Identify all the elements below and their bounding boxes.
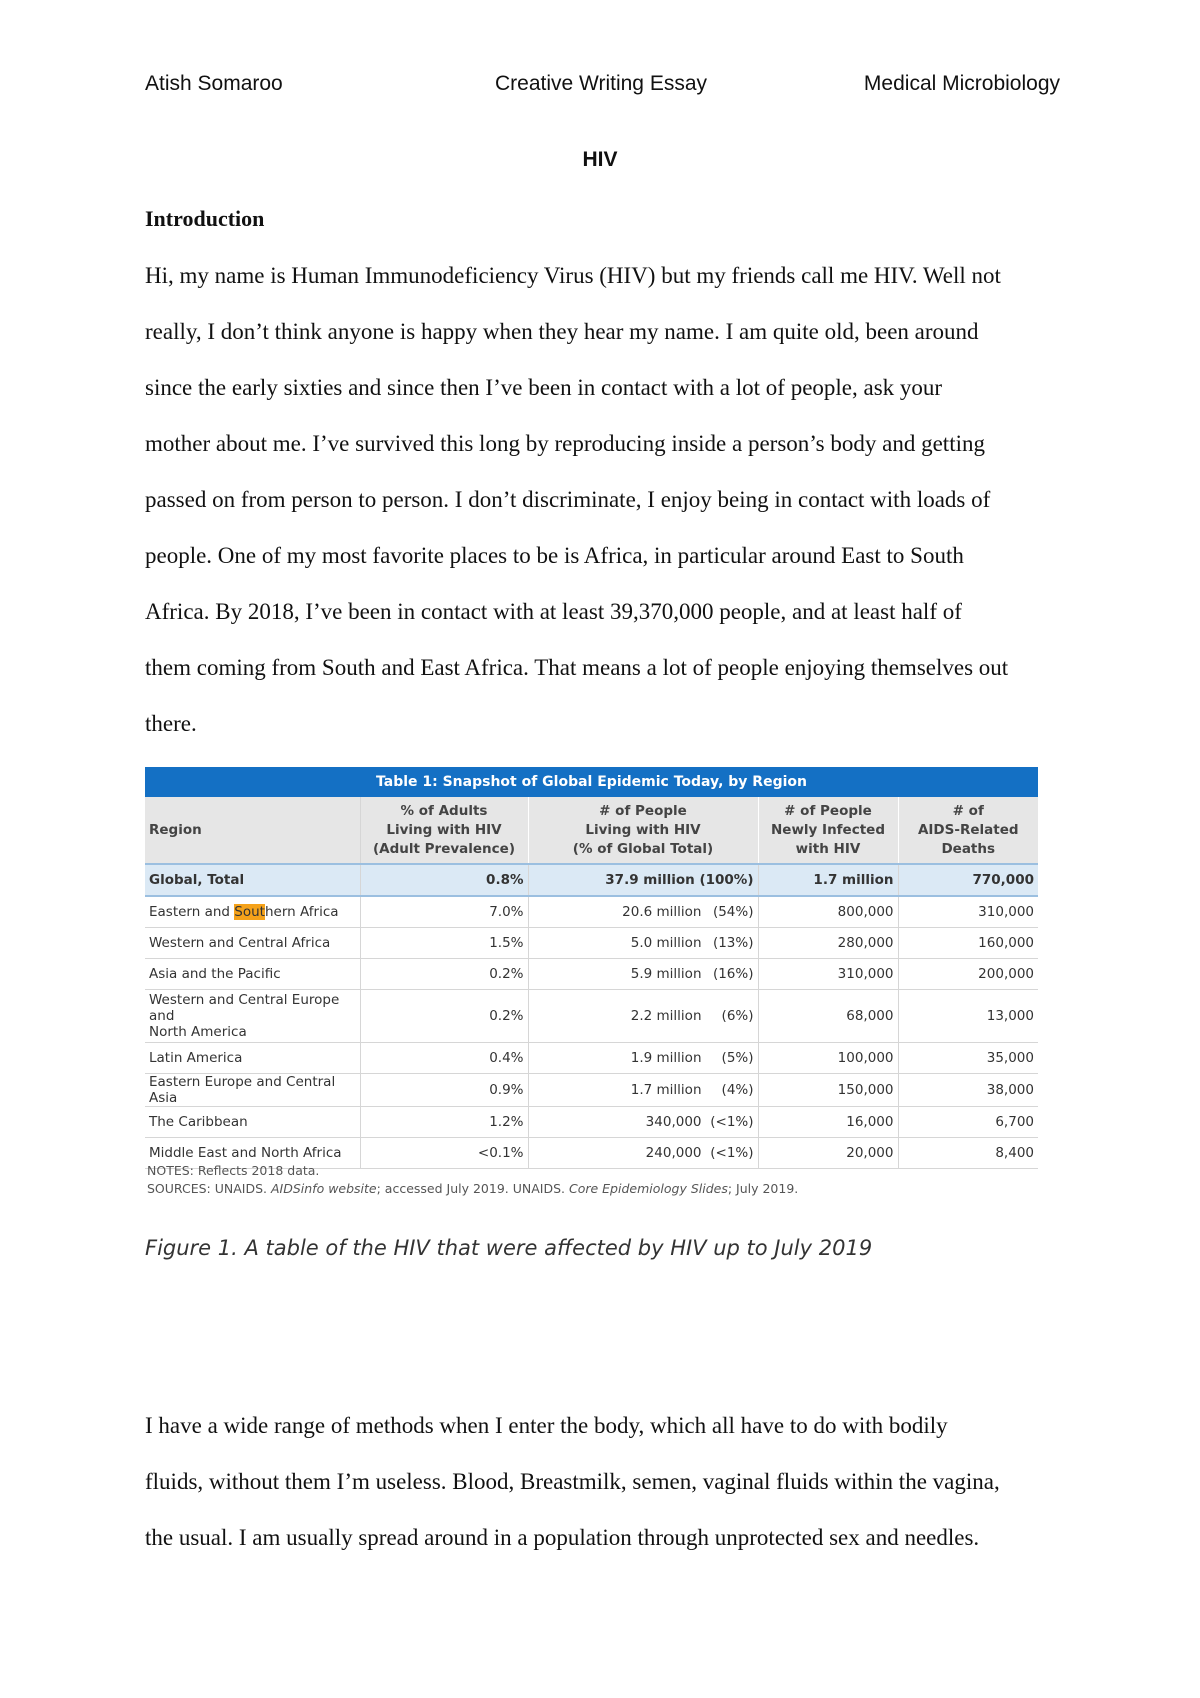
paragraph-line: the usual. I am usually spread around in a population through unprotected sex and needles. bbox=[145, 1525, 980, 1550]
region-cell: The Caribbean bbox=[145, 1107, 360, 1138]
prevalence-cell: 0.2% bbox=[360, 959, 528, 990]
header-prevalence: % of Adults Living with HIV (Adult Prevalence) bbox=[360, 797, 528, 864]
page-header bbox=[145, 72, 1060, 102]
new-cell: 150,000 bbox=[758, 1074, 898, 1107]
living-cell: 5.0 million (13%) bbox=[528, 928, 758, 959]
table-notes bbox=[147, 1162, 798, 1198]
header-region: Region bbox=[145, 797, 360, 864]
region-cell: Eastern and Southern Africa bbox=[145, 896, 360, 928]
deaths-cell: 770,000 bbox=[898, 864, 1038, 896]
paragraph-line: there. bbox=[145, 711, 197, 736]
paragraph-line: I have a wide range of methods when I enter the body, which all have to do with bodily bbox=[145, 1413, 948, 1438]
deaths-cell: 38,000 bbox=[898, 1074, 1038, 1107]
paragraph-line: Hi, my name is Human Immunodeficiency Virus (HIV) but my friends call me HIV. Well not bbox=[145, 263, 1001, 288]
deaths-cell: 6,700 bbox=[898, 1107, 1038, 1138]
table-row bbox=[145, 1107, 1038, 1138]
deaths-cell: 200,000 bbox=[898, 959, 1038, 990]
paragraph-line: really, I don’t think anyone is happy when they hear my name. I am quite old, been around bbox=[145, 319, 979, 344]
table-caption: Table 1: Snapshot of Global Epidemic Today, by Region bbox=[145, 767, 1038, 797]
new-cell: 310,000 bbox=[758, 959, 898, 990]
table-row bbox=[145, 896, 1038, 928]
hiv-region-table-image bbox=[145, 767, 1038, 1169]
header-deaths: # of AIDS-Related Deaths bbox=[898, 797, 1038, 864]
intro-paragraph bbox=[145, 248, 1065, 752]
prevalence-cell: 7.0% bbox=[360, 896, 528, 928]
transmission-paragraph bbox=[145, 1398, 1065, 1566]
region-cell: Global, Total bbox=[145, 864, 360, 896]
deaths-cell: 35,000 bbox=[898, 1043, 1038, 1074]
course-name: Creative Writing Essay bbox=[495, 72, 708, 95]
living-cell: 37.9 million (100%) bbox=[528, 864, 758, 896]
table-row bbox=[145, 928, 1038, 959]
notes-line: NOTES: Reflects 2018 data. bbox=[147, 1163, 320, 1178]
document-title: HIV bbox=[582, 148, 618, 171]
deaths-cell: 8,400 bbox=[898, 1138, 1038, 1169]
table-header-row bbox=[145, 797, 1038, 864]
paragraph-line: Africa. By 2018, I’ve been in contact with at least 39,370,000 people, and at least half of bbox=[145, 599, 962, 624]
region-cell: Eastern Europe and Central Asia bbox=[145, 1074, 360, 1107]
table-row bbox=[145, 959, 1038, 990]
new-cell: 68,000 bbox=[758, 990, 898, 1043]
prevalence-cell: 0.4% bbox=[360, 1043, 528, 1074]
paragraph-line: passed on from person to person. I don’t discriminate, I enjoy being in contact with loads of bbox=[145, 487, 991, 512]
region-cell: Asia and the Pacific bbox=[145, 959, 360, 990]
new-cell: 800,000 bbox=[758, 896, 898, 928]
region-cell: Latin America bbox=[145, 1043, 360, 1074]
sources-line: SOURCES: UNAIDS. AIDSinfo website; accessed July 2019. UNAIDS. Core Epidemiology Slides; July 2019. bbox=[147, 1181, 799, 1196]
paragraph-line: since the early sixties and since then I’ve been in contact with a lot of people, ask your bbox=[145, 375, 943, 400]
prevalence-cell: 0.8% bbox=[360, 864, 528, 896]
living-cell: 5.9 million (16%) bbox=[528, 959, 758, 990]
prevalence-cell: 1.5% bbox=[360, 928, 528, 959]
header-living: # of People Living with HIV (% of Global Total) bbox=[528, 797, 758, 864]
deaths-cell: 13,000 bbox=[898, 990, 1038, 1043]
author-name: Atish Somaroo bbox=[145, 72, 283, 95]
section-heading: Introduction bbox=[145, 206, 265, 231]
prevalence-cell: 0.2% bbox=[360, 990, 528, 1043]
new-cell: 100,000 bbox=[758, 1043, 898, 1074]
living-cell: 240,000 (<1%) bbox=[528, 1138, 758, 1169]
table-row bbox=[145, 1074, 1038, 1107]
living-cell: 1.7 million (4%) bbox=[528, 1074, 758, 1107]
paragraph-line: fluids, without them I’m useless. Blood, Breastmilk, semen, vaginal fluids within the vagina, bbox=[145, 1469, 1000, 1494]
paragraph-line: them coming from South and East Africa. That means a lot of people enjoying themselves out bbox=[145, 655, 1009, 680]
living-cell: 20.6 million (54%) bbox=[528, 896, 758, 928]
header-new-infections: # of People Newly Infected with HIV bbox=[758, 797, 898, 864]
table-row bbox=[145, 990, 1038, 1043]
search-highlight: Sout bbox=[234, 904, 265, 920]
table-row-global bbox=[145, 864, 1038, 896]
figure-caption: Figure 1. A table of the HIV that were affected by HIV up to July 2019 bbox=[145, 1236, 873, 1260]
new-cell: 1.7 million bbox=[758, 864, 898, 896]
new-cell: 280,000 bbox=[758, 928, 898, 959]
paragraph-line: mother about me. I’ve survived this long by reproducing inside a person’s body and getting bbox=[145, 431, 985, 456]
prevalence-cell: 1.2% bbox=[360, 1107, 528, 1138]
living-cell: 2.2 million (6%) bbox=[528, 990, 758, 1043]
new-cell: 16,000 bbox=[758, 1107, 898, 1138]
living-cell: 340,000 (<1%) bbox=[528, 1107, 758, 1138]
region-cell: Middle East and North Africa bbox=[145, 1138, 360, 1169]
living-cell: 1.9 million (5%) bbox=[528, 1043, 758, 1074]
new-cell: 20,000 bbox=[758, 1138, 898, 1169]
prevalence-cell: <0.1% bbox=[360, 1138, 528, 1169]
hiv-region-table bbox=[145, 767, 1038, 1169]
subject-name: Medical Microbiology bbox=[863, 72, 1060, 95]
region-cell: Western and Central Africa bbox=[145, 928, 360, 959]
region-cell: Western and Central Europe and North America bbox=[145, 990, 360, 1043]
deaths-cell: 310,000 bbox=[898, 896, 1038, 928]
prevalence-cell: 0.9% bbox=[360, 1074, 528, 1107]
table-row bbox=[145, 1043, 1038, 1074]
paragraph-line: people. One of my most favorite places to be is Africa, in particular around East to South bbox=[145, 543, 964, 568]
deaths-cell: 160,000 bbox=[898, 928, 1038, 959]
